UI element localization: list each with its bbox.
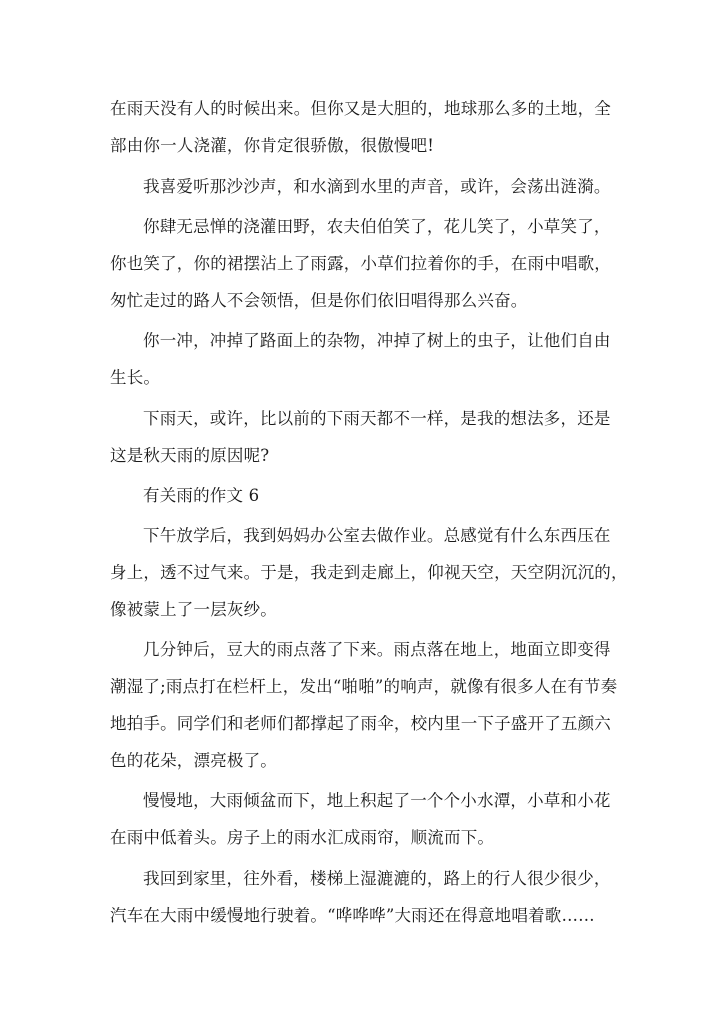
text-line: 色的花朵，漂亮极了。 [110, 751, 277, 770]
text-line: 生长。 [110, 368, 161, 387]
text-line: 在雨天没有人的时候出来。但你又是大胆的，地球那么多的土地，全 [110, 99, 611, 118]
text-line: 你一冲，冲掉了路面上的杂物，冲掉了树上的虫子，让他们自由 [143, 331, 611, 350]
text-line: 下午放学后，我到妈妈办公室去做作业。总感觉有什么东西压在 [143, 526, 611, 545]
text-line: 潮湿了;雨点打在栏杆上，发出“啪啪”的响声，就像有很多人在有节奏 [110, 677, 618, 696]
text-line: 地拍手。同学们和老师们都撑起了雨伞，校内里一下子盛开了五颜六 [110, 714, 611, 733]
section-heading: 有关雨的作文 6 [143, 486, 260, 505]
text-line: 我回到家里，往外看，楼梯上湿漉漉的，路上的行人很少很少， [143, 869, 611, 888]
text-line: 下雨天，或许，比以前的下雨天都不一样，是我的想法多，还是 [143, 409, 611, 428]
text-line: 这是秋天雨的原因呢? [110, 446, 270, 465]
text-line: 匆忙走过的路人不会领悟，但是你们依旧唱得那么兴奋。 [110, 291, 528, 310]
text-line: 你也笑了，你的裙摆沾上了雨露，小草们拉着你的手，在雨中唱歌， [110, 254, 611, 273]
text-line: 部由你一人浇灌，你肯定很骄傲，很傲慢吧! [110, 136, 435, 155]
text-line: 身上，透不过气来。于是，我走到走廊上，仰视天空，天空阴沉沉的， [110, 563, 628, 582]
text-line: 你肆无忌惮的浇灌田野，农夫伯伯笑了，花儿笑了，小草笑了， [143, 217, 611, 236]
text-line: 几分钟后，豆大的雨点落了下来。雨点落在地上，地面立即变得 [143, 640, 611, 659]
text-line: 在雨中低着头。房子上的雨水汇成雨帘，顺流而下。 [110, 828, 495, 847]
text-line: 我喜爱听那沙沙声，和水滴到水里的声音，或许，会荡出涟漪。 [143, 177, 611, 196]
text-line: 慢慢地，大雨倾盆而下，地上积起了一个个小水潭，小草和小花 [143, 791, 611, 810]
text-line: 汽车在大雨中缓慢地行驶着。“哗哗哗”大雨还在得意地唱着歌…… [110, 906, 595, 925]
text-line: 像被蒙上了一层灰纱。 [110, 600, 277, 619]
